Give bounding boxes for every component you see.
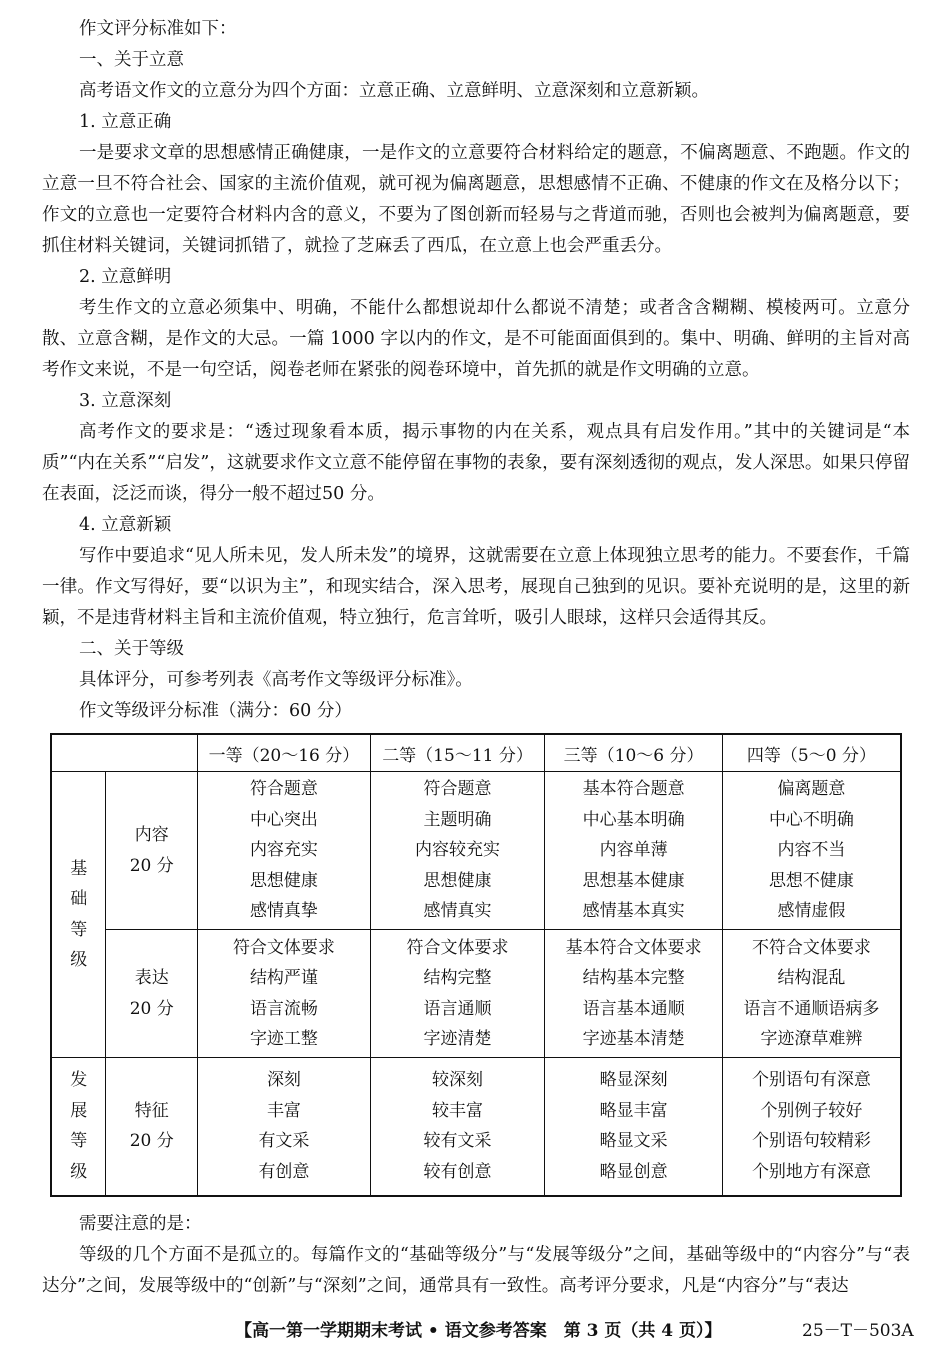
criterion: 有创意	[258, 1161, 310, 1182]
expression-grade-4	[722, 930, 901, 1058]
notes-text: 等级的几个方面不是孤立的。每篇作文的“基础等级分”与“发展等级分”之间，基础等级中的“内容分”与“表达分”之间，发展等级中的“创新”与“深刻”之间，通常具有一致性。高考评分要求，凡是“内容分”与“表达	[42, 1244, 910, 1296]
basic-level-label	[51, 772, 106, 1058]
intro-line: 作文评分标准如下：	[79, 19, 237, 39]
expression-label	[106, 930, 198, 1058]
criterion: 偏离题意	[777, 779, 846, 800]
features-grade-2	[370, 1058, 545, 1196]
row-label-points: 20 分	[129, 855, 174, 876]
criterion: 深刻	[266, 1070, 301, 1091]
criterion: 语言通顺	[423, 998, 492, 1019]
criterion: 符合文体要求	[406, 937, 509, 958]
criterion: 个别例子较好	[760, 1100, 863, 1121]
notes-title: 需要注意的是：	[79, 1213, 202, 1234]
criterion: 内容充实	[249, 840, 318, 861]
criterion: 丰富	[266, 1100, 301, 1121]
expression-grade-1	[198, 930, 371, 1058]
features-grade-4	[722, 1058, 901, 1196]
scoring-table	[50, 733, 902, 1197]
criterion: 不符合文体要求	[751, 937, 871, 958]
content-grade-4	[722, 772, 901, 930]
criterion: 略显深刻	[599, 1070, 668, 1091]
basic-level-char: 级	[70, 950, 88, 970]
row-label-text: 表达	[134, 968, 169, 988]
criterion: 思想不健康	[768, 870, 854, 891]
expression-grade-2	[370, 930, 545, 1058]
content-grade-2	[370, 772, 545, 930]
row-label-points: 20 分	[129, 998, 174, 1019]
section2-title: 二、关于等级	[79, 639, 184, 659]
criterion: 有文采	[258, 1131, 310, 1152]
criterion: 中心基本明确	[582, 809, 685, 830]
expression-grade-3	[545, 930, 723, 1058]
table-row-features	[51, 1058, 901, 1196]
criterion: 略显丰富	[599, 1100, 668, 1121]
section1-title: 一、关于立意	[79, 50, 184, 70]
development-level-char: 等	[70, 1131, 88, 1152]
criterion: 感情真挚	[249, 901, 318, 922]
criterion: 较有文采	[423, 1131, 492, 1152]
development-level-label	[51, 1058, 106, 1196]
criterion: 语言基本通顺	[582, 998, 685, 1019]
criterion: 结构严谨	[249, 968, 318, 988]
row-label-text: 特征	[134, 1100, 169, 1121]
criterion: 基本符合文体要求	[565, 937, 702, 958]
header-grade-2: 二等（15～11 分）	[370, 734, 545, 772]
criterion: 内容较充实	[415, 840, 501, 861]
features-label	[106, 1058, 198, 1196]
criterion: 较有创意	[423, 1161, 492, 1182]
basic-level-char: 础	[70, 889, 88, 909]
criterion: 中心不明确	[768, 809, 854, 830]
criterion: 字迹清楚	[423, 1029, 492, 1049]
criterion: 较深刻	[432, 1070, 484, 1091]
header-blank-cell	[51, 734, 198, 772]
table-header-row	[51, 734, 901, 772]
item4-heading: 4. 立意新颖	[79, 515, 172, 535]
criterion: 字迹基本清楚	[582, 1029, 685, 1049]
criterion: 字迹潦草难辨	[760, 1029, 863, 1049]
criterion: 个别语句有深意	[751, 1070, 871, 1091]
row-label-points: 20 分	[129, 1131, 174, 1152]
criterion: 符合文体要求	[232, 937, 335, 958]
development-level-char: 级	[70, 1161, 88, 1182]
footer-title: 【高一第一学期期末考试 • 语文参考答案 第 3 页（共 4 页）】	[235, 1321, 722, 1341]
item3-heading: 3. 立意深刻	[79, 391, 172, 411]
content-grade-1	[198, 772, 371, 930]
basic-level-char: 等	[70, 919, 88, 940]
criterion: 感情真实	[423, 901, 492, 922]
criterion: 个别语句较精彩	[751, 1131, 871, 1152]
criterion: 感情基本真实	[582, 901, 685, 922]
criterion: 符合题意	[249, 779, 318, 800]
criterion: 语言流畅	[249, 998, 318, 1019]
criterion: 略显创意	[599, 1161, 668, 1182]
basic-level-char: 基	[70, 858, 88, 879]
criterion: 结构混乱	[777, 968, 846, 988]
header-grade-3: 三等（10～6 分）	[545, 734, 723, 772]
criterion: 感情虚假	[777, 901, 846, 922]
criterion: 结构基本完整	[582, 968, 685, 988]
content-grade-3	[545, 772, 723, 930]
item3-text: 高考作文的要求是：“透过现象看本质，揭示事物的内在关系，观点具有启发作用。”其中的关键词是“本质”“内在关系”“启发”，这就要求作文立意不能停留在事物的表象，要有深刻透彻的观点，发人深思。如果只停留在表面，泛泛而谈，得分一般不超过50 分。	[42, 422, 910, 504]
row-label-text: 内容	[134, 825, 169, 845]
document-body	[42, 14, 910, 1302]
criterion: 思想健康	[249, 870, 318, 891]
criterion: 符合题意	[423, 779, 492, 800]
criterion: 略显文采	[599, 1131, 668, 1152]
criterion: 主题明确	[423, 809, 492, 830]
criterion: 思想基本健康	[582, 870, 685, 891]
content-label	[106, 772, 198, 930]
section2-lead: 具体评分，可参考列表《高考作文等级评分标准》。	[79, 670, 473, 690]
item1-text: 一是要求文章的思想感情正确健康，一是作文的立意要符合材料给定的题意，不偏离题意、不跑题。作文的立意一旦不符合社会、国家的主流价值观，就可视为偏离题意，思想感情不正确、不健康的作文在及格分以下；作文的立意也一定要符合材料内含的意义，不要为了图创新而轻易与之背道而驰，否则也会被判为偏离题意，要抓住材料关键词，关键词抓错了，就捡了芝麻丢了西瓜，在立意上也会严重丢分。	[42, 143, 910, 256]
criterion: 中心突出	[249, 809, 318, 830]
development-level-char: 发	[70, 1070, 88, 1091]
criterion: 基本符合题意	[582, 779, 685, 800]
features-grade-3	[545, 1058, 723, 1196]
item1-heading: 1. 立意正确	[79, 112, 172, 132]
header-grade-1: 一等（20～16 分）	[198, 734, 371, 772]
features-grade-1	[198, 1058, 371, 1196]
section1-lead: 高考语文作文的立意分为四个方面：立意正确、立意鲜明、立意深刻和立意新颖。	[79, 81, 709, 101]
criterion: 内容单薄	[599, 840, 668, 861]
development-level-char: 展	[70, 1100, 88, 1121]
item4-text: 写作中要追求“见人所未见，发人所未发”的境界，这就需要在立意上体现独立思考的能力。不要套作，千篇一律。作文写得好，要“以识为主”，和现实结合，深入思考，展现自己独到的见识。要补充说明的是，这里的新颖，不是违背材料主旨和主流价值观，特立独行，危言耸听，吸引人眼球，这样只会适得其反。	[42, 546, 910, 628]
footer-code: 25－T－503A	[802, 1321, 914, 1341]
item2-text: 考生作文的立意必须集中、明确，不能什么都想说却什么都说不清楚；或者含含糊糊、模棱两可。立意分散、立意含糊，是作文的大忌。一篇 1000 字以内的作文，是不可能面面俱到的。集中、明确、鲜明的主旨对高考作文来说，不是一句空话，阅卷老师在紧张的阅卷环境中，首先抓的就是作文明确的立意。	[42, 298, 910, 380]
item2-heading: 2. 立意鲜明	[79, 267, 172, 287]
criterion: 结构完整	[423, 968, 492, 988]
criterion: 思想健康	[423, 870, 492, 891]
criterion: 较丰富	[432, 1100, 484, 1121]
criterion: 个别地方有深意	[751, 1161, 871, 1182]
table-caption: 作文等级评分标准（满分：60 分）	[79, 701, 352, 721]
criterion: 内容不当	[777, 840, 846, 861]
table-row-content	[51, 772, 901, 930]
header-grade-4: 四等（5～0 分）	[722, 734, 901, 772]
criterion: 语言不通顺语病多	[743, 998, 880, 1019]
criterion: 字迹工整	[249, 1029, 318, 1049]
table-row-expression	[51, 930, 901, 1058]
